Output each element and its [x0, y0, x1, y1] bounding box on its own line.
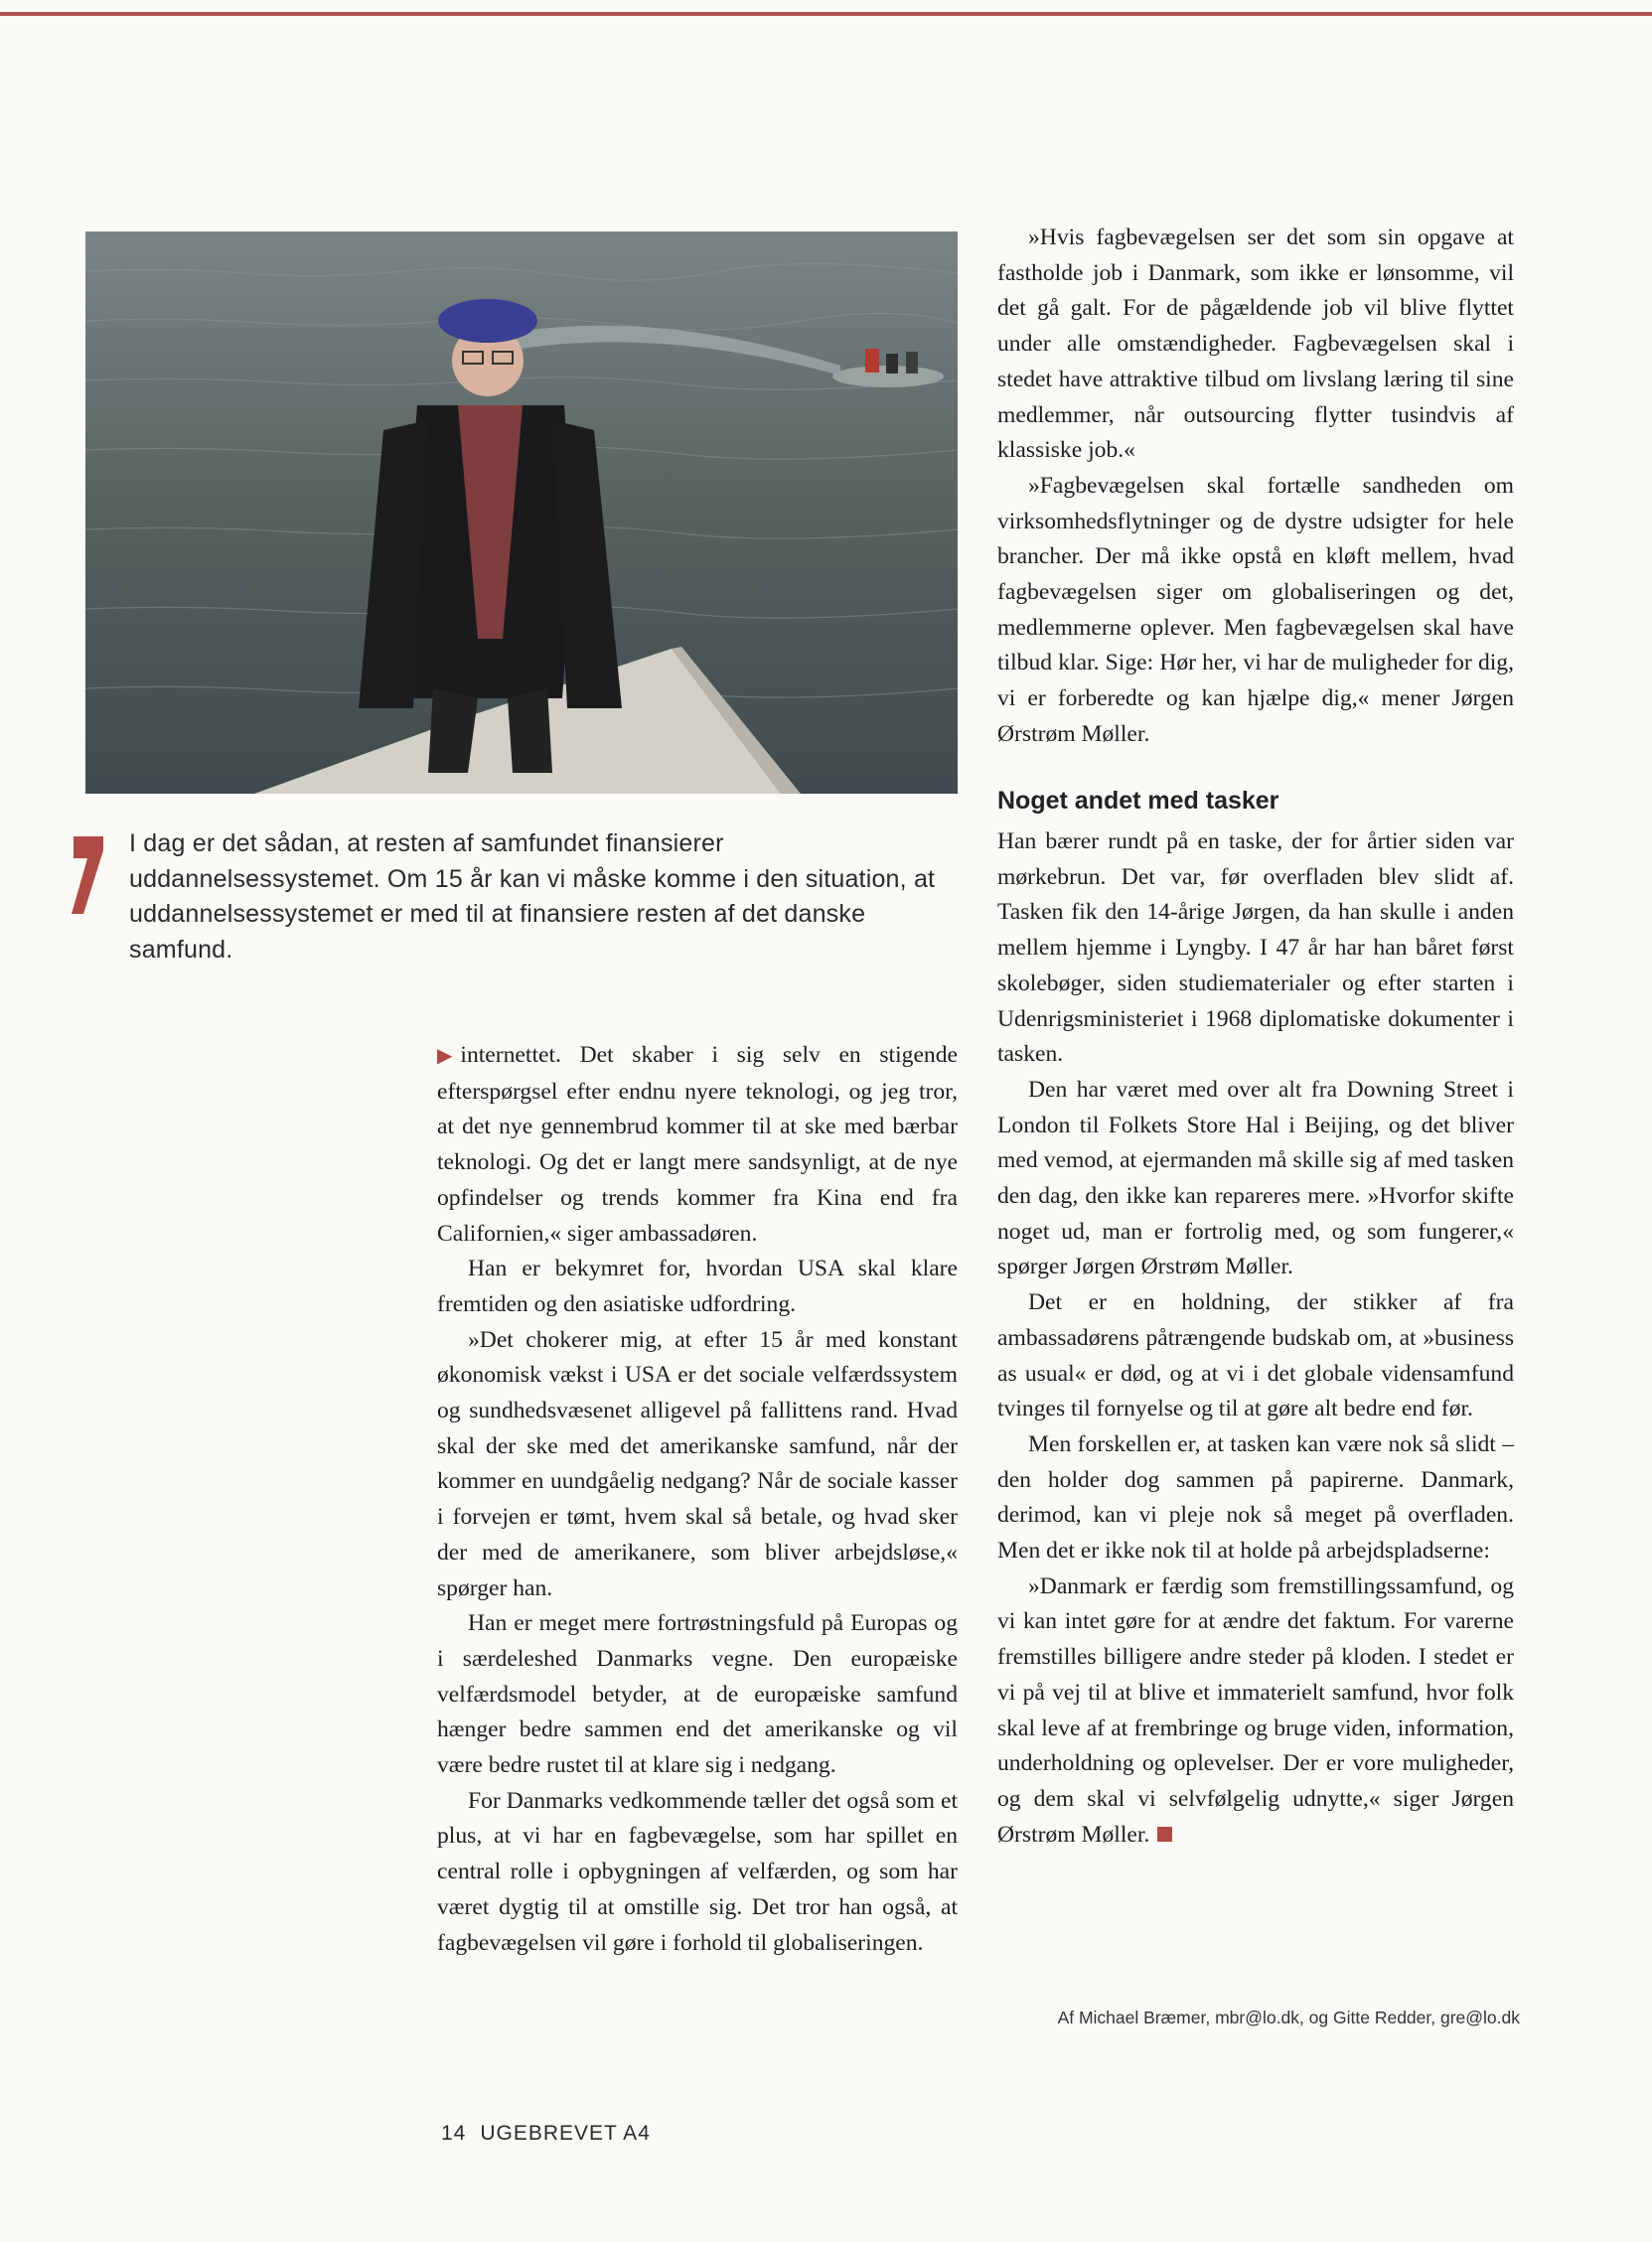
- man-on-pier-photo: [85, 231, 958, 794]
- paragraph: ▶ internettet. Det skaber i sig selv en stigende efterspørgsel efter endnu nyere teknologi, og jeg tror, at det nye gennembrud kommer til at ske med bærbar teknologi. Og det er langt mere sandsynligt, at de nye opfindelser og trends kommer fra Kina end fra Californien,« siger ambassadøren.: [437, 1038, 958, 1252]
- article-column-right-top: [997, 221, 1514, 753]
- publication-name: UGEBREVET A4: [480, 2122, 651, 2145]
- page-footer: [441, 2122, 665, 2146]
- paragraph: Han er meget mere fortrøstningsfuld på Europas og i særdeleshed Danmarks vegne. Den europæiske velfærdsmodel betyder, at de europæiske samfund hænger bedre sammen end det amerikanske og vil være bedre rustet til at klare sig i nedgang.: [437, 1610, 958, 1779]
- section-heading: Noget andet med tasker: [997, 787, 1279, 815]
- byline: Af Michael Bræmer, mbr@lo.dk, og Gitte Redder, gre@lo.dk: [1057, 2008, 1520, 2027]
- paragraph: Det er en holdning, der stikker af fra ambassadørens påtrængende budskab om, at »business as usual« er død, og at vi i det globale vidensamfund tvinges til fornyelse og til at gøre alt bedre end før.: [997, 1289, 1514, 1422]
- page-number: 14: [441, 2122, 467, 2145]
- article-photo: [85, 231, 958, 794]
- paragraph: »Det chokerer mig, at efter 15 år med konstant økonomisk vækst i USA er det sociale velfærdssystem og sundhedsvæsenet alligevel på fallittens rand. Hvad skal der ske med det amerikanske samfund, når der kommer en uundgåelig nedgang? Når de sociale kasser i forvejen er tømt, hvem skal så betale, og hvad sker der med de amerikanere, som bliver arbejdsløse,« spørger han.: [437, 1326, 958, 1601]
- paragraph: Han bærer rundt på en taske, der for årtier siden var mørkebrun. Det var, før overfladen blev slidt af. Tasken fik den 14-årige Jørgen, da han skulle i anden mellem hjemme i Lyngby. I 47 år har han båret først skolebøger, siden studiematerialer og efter starten i Udenrigsministeriet i 1968 diplomatiske dokumenter i tasken.: [997, 828, 1514, 1068]
- continuation-arrow-icon: ▶: [437, 1045, 453, 1067]
- article-column-right-bottom: [997, 824, 1514, 1853]
- paragraph: For Danmarks vedkommende tæller det også som et plus, at vi har en fagbevægelse, som har spillet en central rolle i opbygningen af velfærden, og som har været dygtig til at omstille sig. Det tror han også, at fagbevægelsen vil gøre i forhold til globaliseringen.: [437, 1787, 958, 1956]
- paragraph: Den har været med over alt fra Downing Street i London til Folkets Store Hal i Beijing, og det bliver med vemod, at ejermanden må skille sig af med tasken den dag, den ikke kan repareres mere. »Hvorfor skifte noget ud, man er fortrolig med, og som fungerer,« spørger Jørgen Ørstrøm Møller.: [997, 1076, 1514, 1280]
- article-column-center: [437, 1038, 958, 1961]
- paragraph: Men forskellen er, at tasken kan være nok så slidt – den holder dog sammen på papirerne. Danmark, derimod, kan vi pleje nok så meget på overfladen. Men det er ikke nok til at holde på arbejdspladserne:: [997, 1430, 1514, 1565]
- pull-quote-text: I dag er det sådan, at resten af samfundet finansierer uddannelsessystemet. Om 15 år kan vi måske komme i den situation, at uddannelsessystemet er med til at finansiere resten af det danske samfund.: [129, 829, 936, 964]
- paragraph: Han er bekymret for, hvordan USA skal klare fremtiden og den asiatiske udfordring.: [437, 1256, 958, 1317]
- quote-mark-icon: [72, 836, 105, 914]
- end-of-article-square-icon: [1157, 1827, 1172, 1842]
- paragraph: »Hvis fagbevægelsen ser det som sin opgave at fastholde job i Danmark, som ikke er lønsomme, vil det gå galt. For de pågældende job vil blive flyttet under alle omstændigheder. Fagbevægelsen skal i stedet have attraktive tilbud om livslang læring til sine medlemmer, når outsourcing flytter tusindvis af klassiske job.«: [997, 224, 1514, 464]
- top-rule: [0, 12, 1652, 16]
- paragraph: »Danmark er færdig som fremstillingssamfund, og vi kan intet gøre for at ændre det faktum. For varerne fremstilles billigere andre steder på kloden. I stedet er vi på vej til at blive et immaterielt samfund, hvor folk skal leve af at frembringe og bruge viden, information, underholdning og oplevelser. Der er vore muligheder, og dem skal vi selvfølgelig udnytte,« siger Jørgen Ørstrøm Møller.: [997, 1572, 1514, 1848]
- paragraph: »Fagbevægelsen skal fortælle sandheden om virksomhedsflytninger og de dystre udsigter for hele brancher. Der må ikke opstå en kløft mellem, hvad fagbevægelsen siger om globaliseringen og det, medlemmerne oplever. Men fagbevægelsen skal have tilbud klar. Sige: Hør her, vi har de muligheder for dig, vi er forberedte og kan hjælpe dig,« mener Jørgen Ørstrøm Møller.: [997, 472, 1514, 747]
